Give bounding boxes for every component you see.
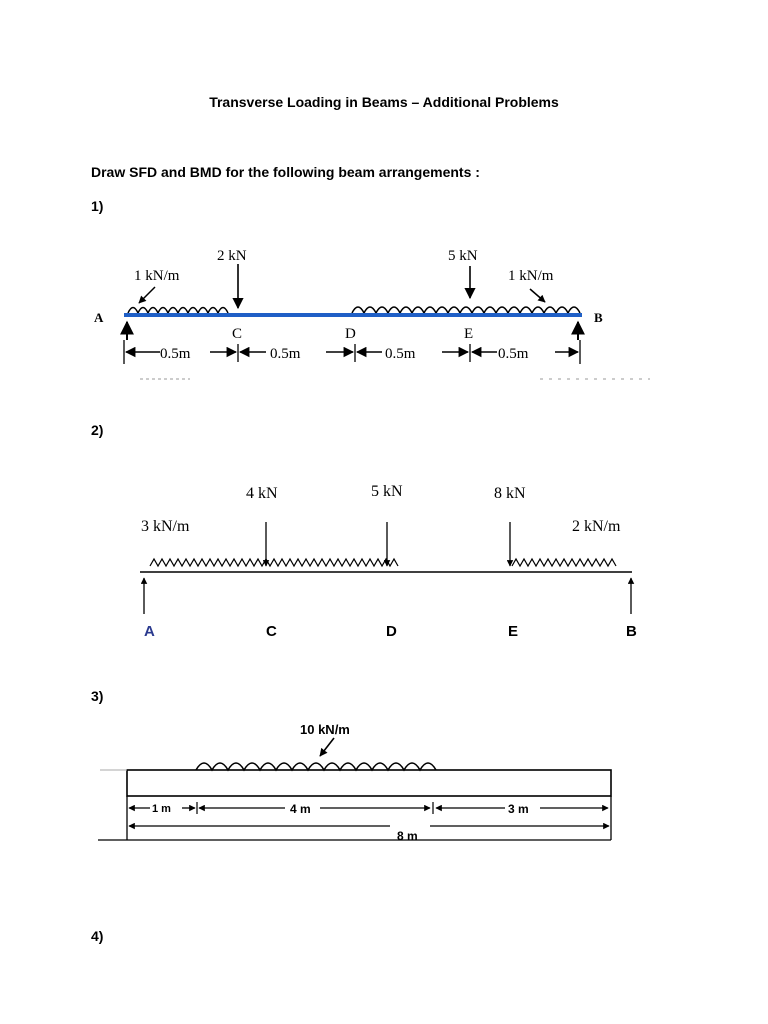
- point-b-label: B: [626, 623, 637, 640]
- load-5kn-label: 5 kN: [371, 483, 403, 500]
- problem-4-number: 4): [91, 928, 104, 944]
- point-e-label: E: [508, 623, 519, 640]
- span-8m-label: 8 m: [397, 829, 418, 843]
- span-4m-label: 4 m: [290, 802, 311, 816]
- point-e-label: E: [464, 326, 474, 342]
- span-3m-label: 3 m: [508, 802, 529, 816]
- udl-right-label: 1 kN/m: [508, 268, 554, 284]
- problem-2-number: 2): [91, 422, 104, 438]
- load-4kn-label: 4 kN: [246, 485, 278, 502]
- span-3-label: 0.5m: [385, 346, 416, 362]
- problem-1-number: 1): [91, 198, 104, 214]
- span-4-label: 0.5m: [498, 346, 529, 362]
- span-1m-label: 1 m: [152, 803, 171, 815]
- udl-left-label: 1 kN/m: [134, 268, 180, 284]
- page-title: Transverse Loading in Beams – Additional Problems: [209, 94, 559, 110]
- point-a-label: A: [144, 623, 155, 640]
- span-1-label: 0.5m: [160, 346, 191, 362]
- udl-10kn-pointer: [320, 738, 334, 756]
- load-8kn-label: 8 kN: [494, 485, 526, 502]
- point-d-label: D: [345, 326, 356, 342]
- instruction-text: Draw SFD and BMD for the following beam arrangements :: [91, 164, 480, 180]
- load-5kn-label: 5 kN: [448, 248, 478, 264]
- point-c-label: C: [232, 326, 243, 342]
- udl-10kn-coils: [196, 763, 436, 770]
- udl-2kn-label: 2 kN/m: [572, 518, 621, 535]
- udl-10kn-label: 10 kN/m: [300, 722, 350, 737]
- point-b-label: B: [594, 310, 603, 325]
- point-c-label: C: [266, 623, 277, 640]
- point-a-label: A: [94, 310, 104, 325]
- beam-3: [127, 770, 611, 796]
- load-2kn-label: 2 kN: [217, 248, 247, 264]
- udl-3kn-label: 3 kN/m: [141, 518, 190, 535]
- point-d-label: D: [386, 623, 397, 640]
- problem-3-number: 3): [91, 688, 104, 704]
- span-2-label: 0.5m: [270, 346, 301, 362]
